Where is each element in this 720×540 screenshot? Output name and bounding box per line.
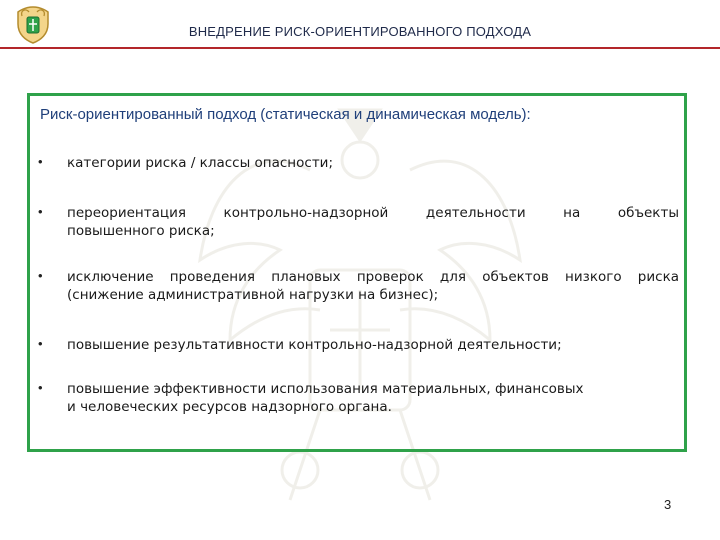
bullet-text	[67, 154, 679, 172]
bullet-text	[67, 380, 679, 416]
content-box	[27, 93, 687, 452]
bullet-text	[67, 204, 679, 240]
bullet-line: переориентация контрольно-надзорной деятельности на объекты	[67, 205, 679, 221]
bullet-dot: •	[38, 154, 43, 169]
bullet-text	[67, 268, 679, 304]
header-divider	[0, 47, 720, 49]
bullet-line: повышенного риска;	[67, 223, 215, 239]
bullet-dot: •	[38, 336, 43, 351]
bullet-line: исключение проведения плановых проверок для объектов низкого риска	[67, 269, 679, 285]
page-title: ВНЕДРЕНИЕ РИСК-ОРИЕНТИРОВАННОГО ПОДХОДА	[188, 24, 532, 39]
bullet-dot: •	[38, 268, 43, 283]
bullet-line: и человеческих ресурсов надзорного органа.	[67, 399, 392, 415]
bullet-line: категории риска / классы опасности;	[67, 155, 334, 171]
emblem-logo-icon	[12, 4, 54, 46]
bullet-line: повышение результативности контрольно-надзорной деятельности;	[67, 337, 562, 353]
bullet-dot: •	[38, 204, 43, 219]
bullet-line: (снижение административной нагрузки на бизнес);	[67, 287, 439, 303]
bullet-dot: •	[38, 380, 43, 395]
page-number: 3	[664, 497, 672, 512]
bullet-line: повышение эффективности использования материальных, финансовых	[67, 381, 584, 397]
content-heading: Риск-ориентированный подход (статическая и динамическая модель):	[40, 106, 531, 123]
bullet-text	[67, 336, 679, 354]
